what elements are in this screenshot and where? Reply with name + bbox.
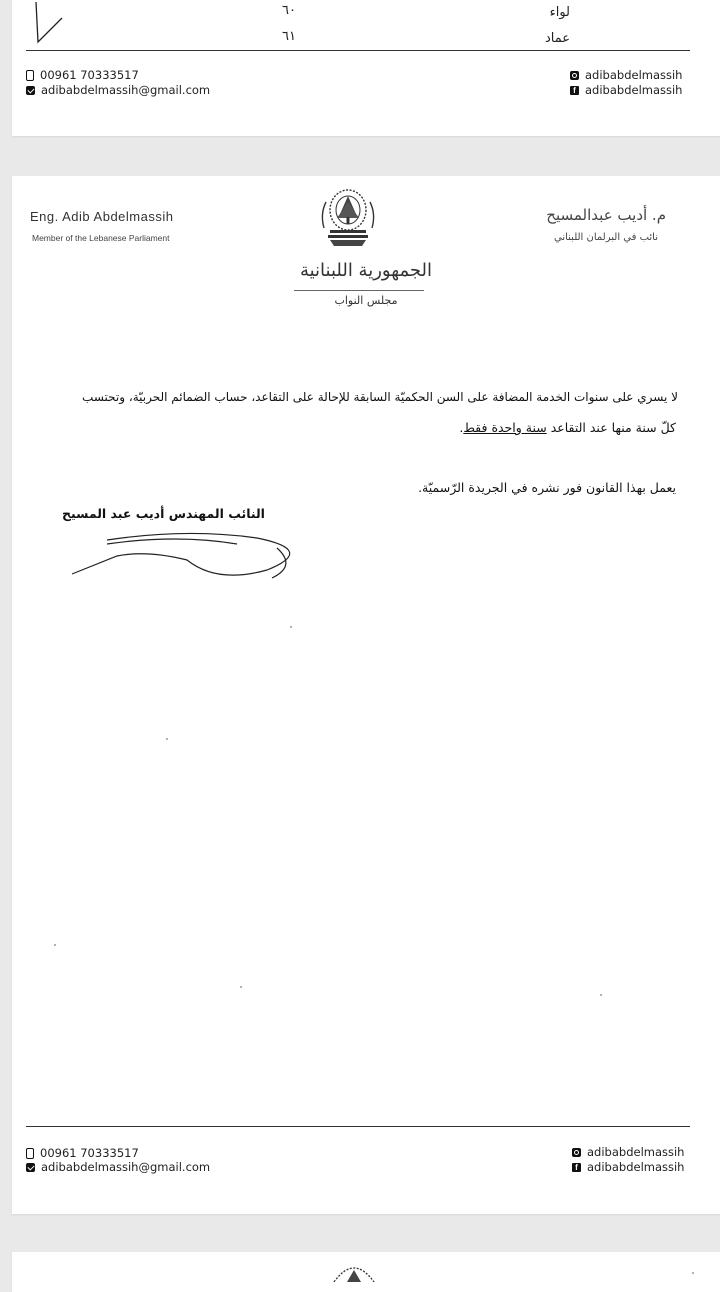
email-icon (26, 1163, 35, 1172)
facebook-icon: f (572, 1163, 581, 1172)
email-address: adibabdelmassih@gmail.com (41, 1160, 211, 1174)
body-paragraph-line: لا يسري على سنوات الخدمة المضافة على السن الحكميّة السابقة للإحالة على التقاعد، حساب الضمائم الحربيّة، وتحتسب (82, 390, 678, 404)
english-name: Eng. Adib Abdelmassih (30, 209, 174, 224)
english-subtitle: Member of the Lebanese Parliament (32, 233, 170, 243)
facebook-icon: f (570, 86, 579, 95)
scan-speck (290, 626, 292, 628)
body-paragraph-line: يعمل بهذا القانون فور نشره في الجريدة الرّسميّة. (418, 480, 676, 495)
scan-speck (54, 944, 56, 946)
instagram-handle: adibabdelmassih (587, 1145, 685, 1159)
body-text-segment: كلّ سنة منها عند التقاعد (546, 420, 676, 435)
document-page-next (12, 1252, 720, 1292)
body-text-underlined: سنة واحدة فقط (463, 420, 547, 435)
document-page-previous (12, 0, 720, 136)
scan-speck (240, 986, 242, 988)
contact-phone (26, 68, 139, 82)
contact-instagram (572, 1145, 684, 1159)
phone-icon (26, 1148, 34, 1159)
signatory-name: النائب المهندس أديب عبد المسيح (62, 506, 265, 521)
phone-icon (26, 70, 34, 81)
instagram-handle: adibabdelmassih (585, 68, 683, 82)
phone-number: 00961 70333517 (40, 68, 139, 82)
scan-speck (166, 738, 168, 740)
email-icon (26, 86, 35, 95)
table-label: لواء (549, 5, 570, 20)
arabic-subtitle: نائب في البرلمان اللبناني (554, 232, 658, 243)
contact-instagram (570, 68, 682, 82)
body-text-segment: . (459, 420, 464, 435)
cedar-emblem-icon (330, 1262, 378, 1282)
facebook-handle: adibabdelmassih (585, 83, 683, 97)
contact-phone (26, 1146, 139, 1160)
arabic-name: م. أديب عبدالمسيح (546, 206, 666, 224)
scan-speck (600, 994, 602, 996)
footer-divider (26, 50, 690, 51)
parliament-subtitle: مجلس النواب (334, 294, 398, 307)
email-address: adibabdelmassih@gmail.com (41, 83, 211, 97)
body-paragraph-line (459, 420, 676, 435)
contact-facebook (570, 83, 682, 97)
table-number: ٦٠ (282, 3, 296, 18)
contact-email (26, 1160, 210, 1174)
instagram-icon (570, 71, 579, 80)
title-divider (294, 290, 424, 291)
contact-email (26, 83, 210, 97)
checkmark-icon (34, 0, 66, 48)
phone-number: 00961 70333517 (40, 1146, 139, 1160)
facebook-handle: adibabdelmassih (587, 1160, 685, 1174)
republic-title: الجمهورية اللبنانية (299, 260, 433, 281)
scan-speck (692, 1272, 694, 1274)
table-label: عماد (544, 31, 570, 46)
signature-icon (67, 526, 307, 586)
table-number: ٦١ (282, 29, 296, 44)
cedar-emblem-icon (318, 184, 378, 252)
document-page-main (12, 176, 720, 1214)
instagram-icon (572, 1148, 581, 1157)
footer-divider (26, 1126, 690, 1127)
contact-facebook (572, 1160, 684, 1174)
